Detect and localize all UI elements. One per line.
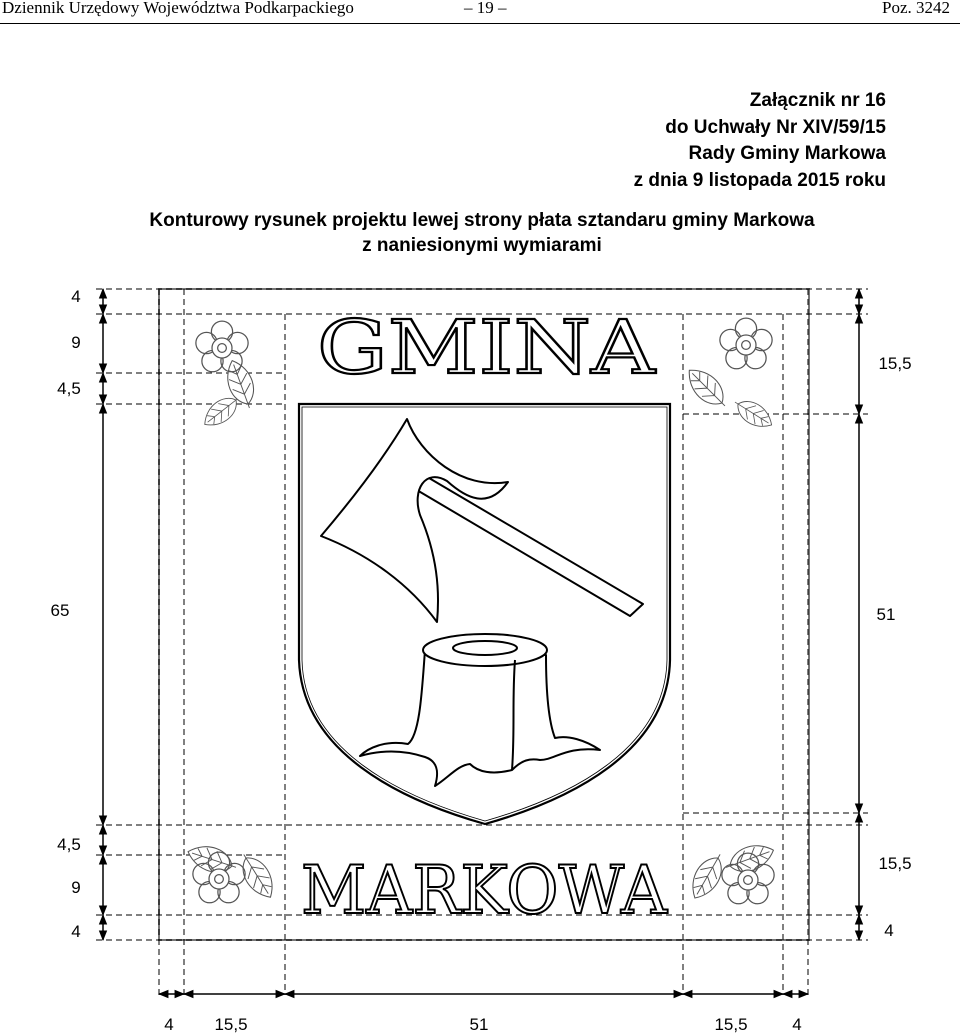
dim-label: 15,5 — [714, 1015, 748, 1034]
dim-label: 4 — [71, 287, 81, 306]
banner-text-gmina: GMINA — [317, 305, 657, 391]
attachment-line: Załącznik nr 16 — [749, 90, 886, 111]
banner-text-markowa: MARKOWA — [301, 852, 669, 929]
corner-ornament-top-right — [681, 318, 777, 433]
dim-label: 51 — [876, 605, 896, 624]
dim-label: 4,5 — [57, 379, 81, 398]
right-dimension-labels — [877, 354, 912, 940]
left-dimension-labels — [51, 287, 81, 941]
page-number: – 19 – — [464, 0, 507, 17]
corner-ornament-top-left — [196, 321, 261, 432]
dim-label: 9 — [71, 878, 81, 897]
title-line: z naniesionymi wymiarami — [362, 235, 602, 256]
position-number: Poz. 3242 — [882, 0, 950, 17]
attachment-line: z dnia 9 listopada 2015 roku — [633, 169, 886, 191]
dim-label: 15,5 — [214, 1015, 248, 1034]
attachment-line: do Uchwały Nr XIV/59/15 — [665, 116, 886, 138]
dim-label: 15,5 — [878, 854, 912, 873]
bottom-dimension-labels — [164, 1015, 801, 1034]
dim-label: 15,5 — [878, 354, 912, 373]
dim-label: 51 — [469, 1015, 489, 1034]
dim-label: 9 — [71, 333, 81, 352]
attachment-line: Rady Gminy Markowa — [688, 143, 886, 164]
dim-label: 65 — [50, 601, 70, 620]
dim-label: 4,5 — [57, 835, 81, 854]
corner-ornament-bottom-right — [685, 839, 778, 904]
title-line: Konturowy rysunek projektu lewej strony płata sztandaru gminy Markowa — [149, 210, 815, 231]
dim-label: 4 — [884, 921, 894, 940]
dim-label: 4 — [792, 1015, 802, 1034]
dim-label: 4 — [164, 1015, 174, 1034]
dim-label: 4 — [71, 922, 81, 941]
corner-ornament-bottom-left — [184, 840, 280, 903]
journal-name: Dziennik Urzędowy Województwa Podkarpackiego — [2, 0, 354, 17]
